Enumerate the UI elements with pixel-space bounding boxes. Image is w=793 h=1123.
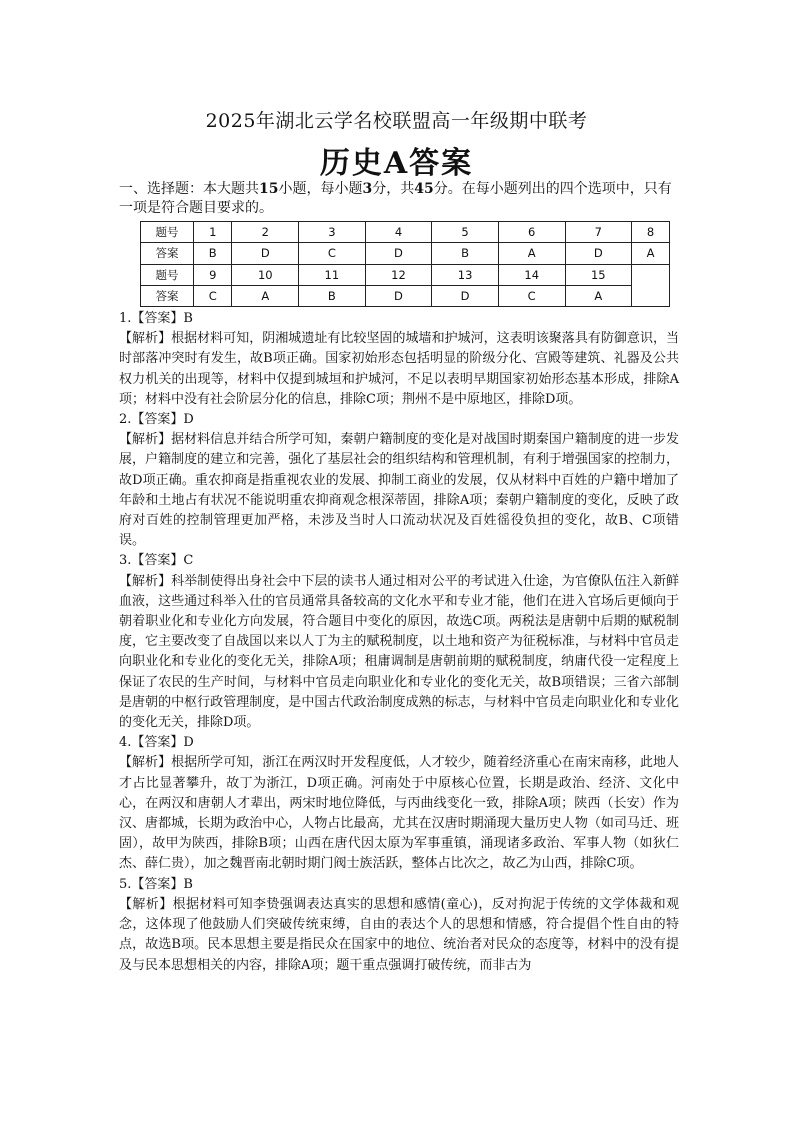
explanation-4: 【解析】根据所学可知，浙江在两汉时开发程度低，人才较少，随着经济重心在南宋南移，此地人才占比显著攀升，故丁为浙江，D项正确。河南处于中原核心位置，长期是政治、经济、文化中心，在两汉和唐朝人才辈出，两宋时地位降低，与丙曲线变化一致，排除A项；陕西（长安）作为汉、唐都城，长期为政治中心，人物占比最高，尤其在汉唐时期涌现大量历史人物（如司马迁、班固），故甲为陕西，排除B项；山西在唐代因太原为军事重镇，涌现诸多政治、军事人物（如狄仁杰、薛仁贵），加之魏晋南北朝时期门阀士族活跃，整体占比次之，故乙为山西，排除C项。: [119, 755, 679, 872]
table-cell: 4: [365, 222, 432, 243]
table-cell: 3: [299, 222, 366, 243]
answer-line-4: 4.【答案】D: [119, 735, 194, 751]
instr-mid2: 分，共: [372, 181, 415, 197]
answer-line-1: 1.【答案】B: [119, 311, 193, 326]
instr-prefix: 一、选择题：本大题共: [119, 181, 259, 197]
instr-count: 15: [259, 181, 279, 197]
explanation-2: 【解析】据材料信息并结合所学可知，秦朝户籍制度的变化是对战国时期秦国户籍制度的进一步发展，户籍制度的建立和完善，强化了基层社会的组织结构和管理机制，有利于增强国家的控制力，故D项正确。重农抑商是指重视农业的发展、抑制工商业的发展，仅从材料中百姓的户籍中增加了年龄和土地占有状况不能说明重农抑商观念根深蒂固，排除A项；秦朝户籍制度的变化，反映了政府对百姓的控制管理更加严格，未涉及当时人口流动状况及百姓徭役负担的变化，故B、C项错误。: [119, 432, 679, 549]
table-cell: A: [565, 285, 632, 306]
section-instructions: [119, 180, 679, 218]
table-row-answers-1: [141, 243, 670, 264]
table-cell: 15: [565, 264, 632, 285]
table-row-questions-1: [141, 222, 670, 243]
table-cell: 5: [432, 222, 499, 243]
table-cell: 9: [194, 264, 232, 285]
table-cell: A: [232, 285, 299, 306]
table-cell: 10: [232, 264, 299, 285]
table-cell: 6: [498, 222, 565, 243]
table-cell: 13: [432, 264, 499, 285]
answer-line-2: 2.【答案】D: [119, 412, 194, 428]
row-label-answer: 答案: [141, 285, 194, 306]
explanation-1: 【解析】根据材料可知，阴湘城遗址有比较坚固的城墙和护城河，这表明该聚落具有防御意识，当时部落冲突时有发生，故B项正确。国家初始形态包括明显的阶级分化、宫殿等建筑、礼器及公共权力机关的出现等，材料中仅提到城垣和护城河，不足以表明早期国家初始形态基本形成，排除A项；材料中没有社会阶层分化的信息，排除C项；荆州不是中原地区，排除D项。: [119, 331, 679, 407]
answer-table: [140, 221, 670, 307]
table-cell: B: [299, 285, 366, 306]
row-label-question: 题号: [141, 222, 194, 243]
table-row-answers-2: [141, 285, 670, 306]
table-cell: 2: [232, 222, 299, 243]
table-cell: D: [365, 243, 432, 264]
explanation-3: 【解析】科举制使得出身社会中下层的读书人通过相对公平的考试进入仕途，为官僚队伍注入新鲜血液，这些通过科举入仕的官员通常具备较高的文化水平和专业才能，他们在进入官场后更倾向于朝着职业化和专业化方向发展，符合题目中变化的原因，故选C项。两税法是唐朝中后期的赋税制度，它主要改变了自战国以来以人丁为主的赋税制度，以土地和资产为征税标准，与材料中官员走向职业化和专业化的变化无关，排除A项；租庸调制是唐朝前期的赋税制度，纳庸代役一定程度上保证了农民的生产时间，与材料中官员走向职业化和专业化的变化无关，故B项错误；三省六部制是唐朝的中枢行政管理制度，是中国古代政治制度成熟的标志，与材料中官员走向职业化和专业化的变化无关，排除D项。: [119, 573, 679, 731]
table-cell: 12: [365, 264, 432, 285]
table-cell: C: [194, 285, 232, 306]
table-cell: 11: [299, 264, 366, 285]
table-cell: A: [632, 243, 670, 264]
exam-title: 2025年湖北云学名校联盟高一年级期中联考: [205, 110, 588, 132]
table-cell: C: [299, 243, 366, 264]
instr-points: 3: [362, 181, 373, 197]
instr-suffix: 分。在每小题列出的四个选项中，只有一项是符合题目要求的。: [119, 181, 672, 216]
answer-key-title: 历史A答案: [319, 146, 474, 181]
answer-line-5: 5.【答案】B: [119, 876, 193, 892]
table-cell: 1: [194, 222, 232, 243]
table-cell-empty: [632, 264, 670, 307]
table-cell: A: [498, 243, 565, 264]
answer-line-3: 3.【答案】C: [119, 553, 194, 569]
table-row-questions-2: [141, 264, 670, 285]
table-cell: D: [365, 285, 432, 306]
table-cell: D: [565, 243, 632, 264]
table-cell: B: [432, 243, 499, 264]
table-cell: D: [232, 243, 299, 264]
instr-total: 45: [414, 181, 434, 197]
table-cell: B: [194, 243, 232, 264]
table-cell: C: [498, 285, 565, 306]
table-cell: 7: [565, 222, 632, 243]
table-cell: D: [432, 285, 499, 306]
explanation-5: 【解析】根据材料可知李贽强调表达真实的思想和感情(童心)，反对拘泥于传统的文学体裁和观念，这体现了他鼓励人们突破传统束缚，自由的表达个人的思想和情感，符合提倡个性自由的特点，故选B项。民本思想主要是指民众在国家中的地位、统治者对民众的态度等，材料中的没有提及与民本思想相关的内容，排除A项；题干重点强调打破传统，而非古为: [119, 896, 679, 973]
row-label-question: 题号: [141, 264, 194, 285]
instr-mid1: 小题，每小题: [278, 181, 363, 197]
row-label-answer: 答案: [141, 243, 194, 264]
table-cell: 14: [498, 264, 565, 285]
explanations: [119, 309, 679, 976]
table-cell: 8: [632, 222, 670, 243]
